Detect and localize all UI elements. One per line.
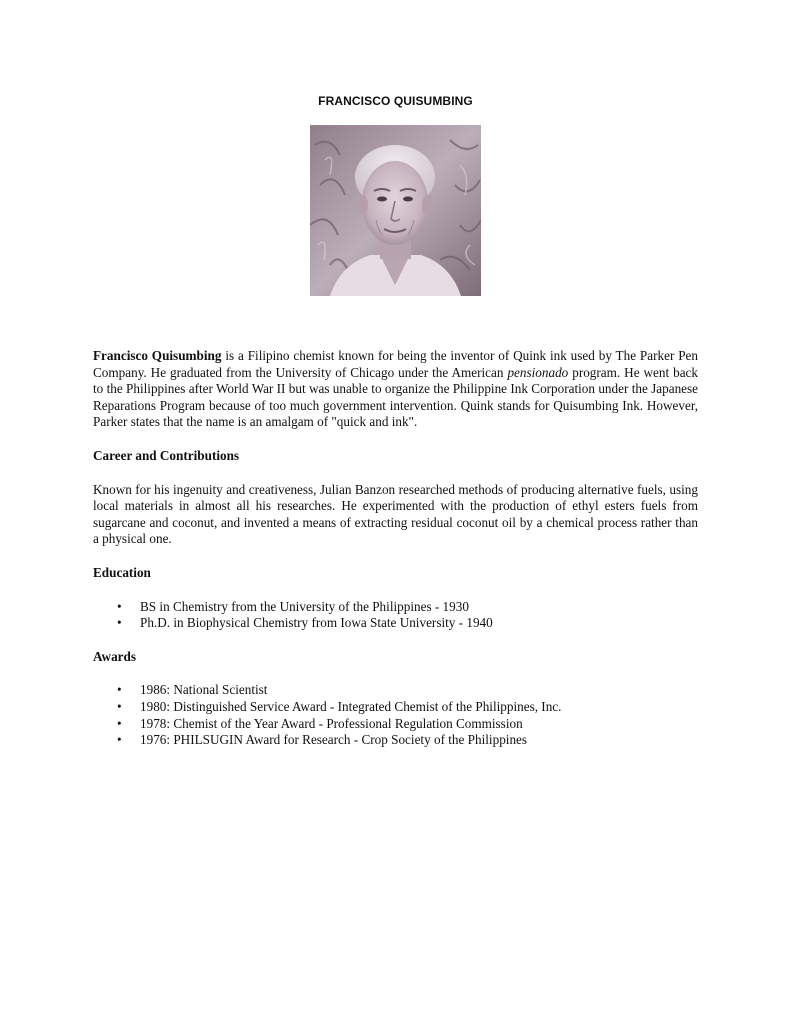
education-list: [93, 599, 698, 632]
bullet-icon: •: [117, 598, 122, 614]
intro-italic-term: pensionado: [507, 364, 569, 380]
subject-name: Francisco Quisumbing: [93, 348, 222, 363]
page-title: FRANCISCO QUISUMBING: [318, 94, 473, 108]
list-item: [93, 615, 698, 632]
intro-text-part-2: program. He went back to the Philippines after World War II but was unable to organize the Philippine Ink Corporation under the Japanese Reparations Program because of too much government intervention. Quink stands for Quisumbing Ink. However, Parker states that the name is an amalgam of "quick and ink".: [93, 364, 698, 430]
award-item-text: 1986: National Scientist: [140, 682, 268, 698]
list-item: [93, 699, 698, 716]
awards-heading: Awards: [93, 648, 136, 664]
intro-paragraph: [93, 348, 698, 431]
education-item-text: Ph.D. in Biophysical Chemistry from Iowa State University - 1940: [140, 615, 493, 631]
award-item-text: 1980: Distinguished Service Award - Integrated Chemist of the Philippines, Inc.: [140, 698, 562, 714]
bullet-icon: •: [117, 615, 122, 631]
portrait-illustration: [310, 125, 481, 296]
list-item: [93, 682, 698, 699]
list-item: [93, 716, 698, 733]
bullet-icon: •: [117, 732, 122, 748]
list-item: [93, 732, 698, 749]
list-item: [93, 599, 698, 616]
career-paragraph: Known for his ingenuity and creativeness, Julian Banzon researched methods of producing alternative fuels, using local materials in almost all his researches. He experimented with the production of ethyl esters fuels from sugarcane and coconut, and invented a means of extracting residual coconut oil by a chemical process rather than a physical one.: [93, 481, 698, 547]
document-body: [93, 348, 698, 749]
portrait-photo: [310, 125, 481, 296]
career-heading: Career and Contributions: [93, 447, 240, 463]
bullet-icon: •: [117, 698, 122, 714]
award-item-text: 1976: PHILSUGIN Award for Research - Crop Society of the Philippines: [140, 732, 528, 748]
education-heading: Education: [93, 564, 151, 580]
bullet-icon: •: [117, 715, 122, 731]
awards-list: [93, 682, 698, 748]
bullet-icon: •: [117, 682, 122, 698]
intro-text-part-1: is a Filipino chemist known for being the inventor of Quink ink used by The Parker Pen Company. He graduated from the University of Chicago under the American: [93, 348, 698, 380]
award-item-text: 1978: Chemist of the Year Award - Professional Regulation Commission: [140, 715, 523, 731]
education-item-text: BS in Chemistry from the University of the Philippines - 1930: [140, 598, 469, 614]
